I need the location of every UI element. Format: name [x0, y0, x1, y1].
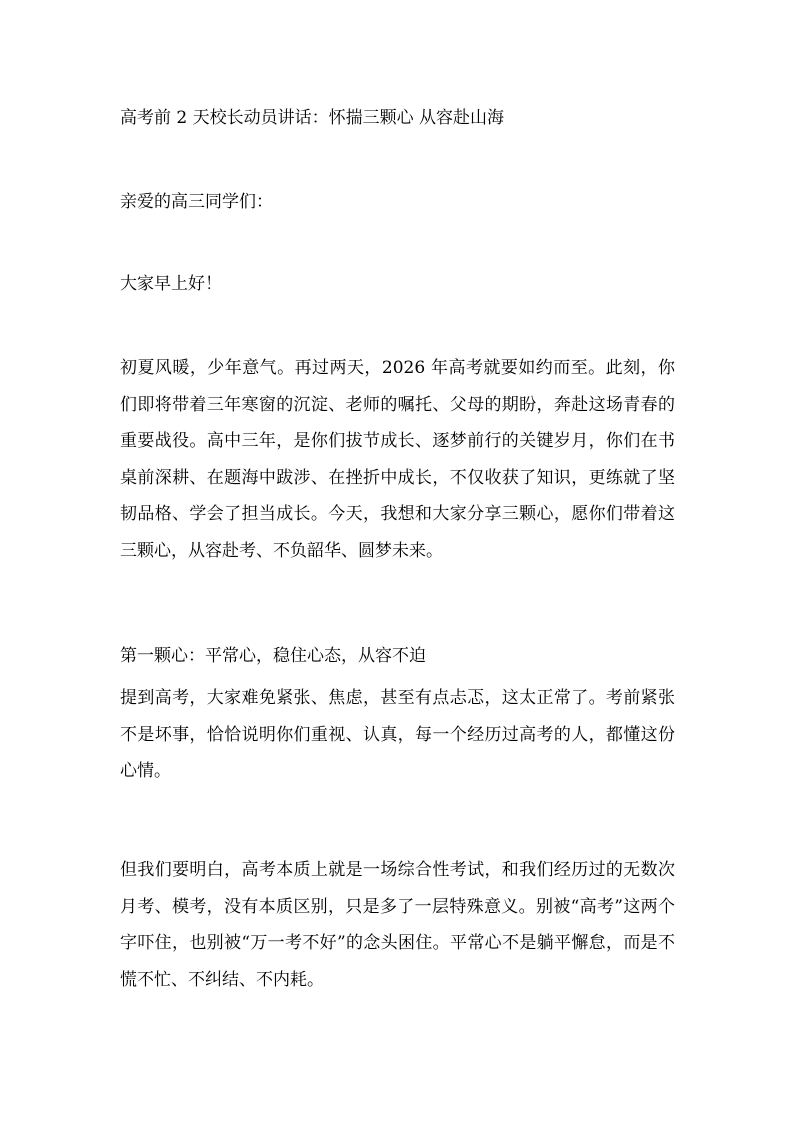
section-1-heading: 第一颗心：平常心，稳住心态，从容不迫 [120, 646, 426, 666]
paragraph-2: 提到高考，大家难免紧张、焦虑，甚至有点忐忑，这太正常了。考前紧张不是坏事，恰恰说明你们重视、认真，每一个经历过高考的人，都懂这份心情。 [120, 688, 675, 781]
paragraph-3: 但我们要明白，高考本质上就是一场综合性考试，和我们经历过的无数次月考、模考，没有本质区别，只是多了一层特殊意义。别被“高考”这两个字吓住，也别被“万一考不好”的念头困住。平常心不是躺平懈怠，而是不慌不忙、不纠结、不内耗。 [120, 860, 675, 990]
salutation: 亲爱的高三同学们： [120, 192, 273, 212]
document-title: 高考前 2 天校长动员讲话：怀揣三颗心 从容赴山海 [120, 108, 505, 128]
greeting: 大家早上好！ [120, 274, 222, 294]
paragraph-1: 初夏风暖，少年意气。再过两天，2026 年高考就要如约而至。此刻，你们即将带着三年寒窗的沉淀、老师的嘱托、父母的期盼，奔赴这场青春的重要战役。高中三年，是你们拔节成长、逐梦前行的关键岁月，你们在书桌前深耕、在题海中跋涉、在挫折中成长，不仅收获了知识，更练就了坚韧品格、学会了担当成长。今天，我想和大家分享三颗心，愿你们带着这三颗心，从容赴考、不负韶华、圆梦未来。 [120, 358, 675, 561]
